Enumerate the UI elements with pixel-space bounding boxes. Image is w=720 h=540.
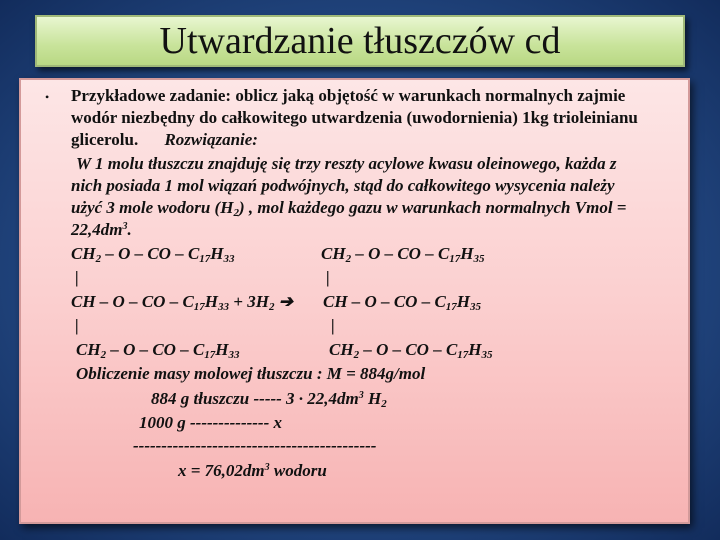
formula-sub: 35 — [473, 253, 485, 265]
explanation-line-3b: ) , mol każdego gazu w warunkach normalnych Vmol = — [238, 198, 627, 217]
formula-part: H — [456, 292, 471, 311]
title-box — [35, 15, 685, 67]
formula-sub: 2 — [268, 301, 275, 313]
molar-mass-line: Obliczenie masy molowej tłuszczu : M = 884g/mol — [76, 364, 426, 383]
formula-sub: 2 — [95, 253, 102, 265]
formula-part: – O – CO – C — [359, 340, 458, 359]
formula-part: H — [204, 292, 219, 311]
formula-part: – O – CO – C — [351, 244, 450, 263]
proportion-row-2: 1000 g -------------- x — [139, 413, 283, 432]
result-text: wodoru — [269, 461, 327, 480]
reactant-bond-2: | — [75, 316, 79, 335]
formula-part: CH — [329, 340, 354, 359]
explanation-line-2: nich posiada 1 mol wiązań podwójnych, stąd do całkowitego wysycenia należy — [71, 176, 615, 195]
product-bond-2: | — [331, 316, 335, 335]
volume-value: 22,4dm — [71, 220, 123, 239]
reactant-ch2-top — [71, 243, 235, 265]
separator-line: ------------------------------------------- — [133, 436, 377, 455]
formula-part: H — [210, 244, 224, 263]
result-text: x = 76,02dm — [178, 461, 265, 480]
formula-sub: 2 — [100, 349, 107, 361]
explanation-line-1: W 1 molu tłuszczu znajduję się trzy reszty acylowe kwasu oleinowego, każda z — [76, 154, 617, 173]
explanation-line-3 — [71, 197, 626, 219]
content-box — [19, 78, 690, 524]
formula-part: CH – O – CO – C — [323, 292, 446, 311]
result-line — [178, 460, 327, 482]
formula-sub: 2 — [345, 253, 352, 265]
formula-part: CH — [71, 244, 96, 263]
result-exponent: 3 — [264, 462, 270, 473]
proportion-row-1 — [151, 388, 387, 410]
reaction-arrow-icon: ➔ — [274, 292, 293, 311]
explanation-line-4 — [71, 219, 132, 241]
volume-period: . — [127, 220, 132, 239]
formula-sub: 17 — [449, 253, 461, 265]
formula-part: H — [215, 340, 229, 359]
task-line-3 — [71, 129, 258, 151]
formula-sub: 17 — [445, 301, 457, 313]
formula-part: H — [468, 340, 482, 359]
product-bond-1: | — [326, 268, 330, 287]
formula-sub: 17 — [204, 349, 216, 361]
reactant-bond-1: | — [75, 268, 79, 287]
proportion-sub: 2 — [381, 398, 387, 410]
formula-sub: 33 — [223, 253, 235, 265]
reactant-ch-middle — [71, 291, 293, 313]
volume-exponent: 3 — [122, 221, 128, 232]
proportion-exponent: 3 — [358, 390, 364, 401]
formula-part: H — [460, 244, 474, 263]
formula-sub: 2 — [353, 349, 360, 361]
bullet-marker: • — [45, 90, 50, 104]
task-line-3-text: glicerolu. — [71, 130, 139, 149]
task-line-2: wodór niezbędny do całkowitego utwardzenia (uwodornienia) 1kg trioleinianu — [71, 108, 638, 127]
task-line-1: Przykładowe zadanie: oblicz jaką objętość w warunkach normalnych zajmie — [71, 86, 626, 105]
formula-part: CH — [321, 244, 346, 263]
proportion-text: 884 g tłuszczu ----- 3 · 22,4dm — [151, 389, 359, 408]
explanation-line-3a: użyć 3 mole wodoru (H — [71, 198, 234, 217]
formula-part: + 3H — [229, 292, 269, 311]
reactant-ch2-bottom — [76, 339, 240, 361]
product-ch2-bottom — [329, 339, 493, 361]
formula-sub: 33 — [228, 349, 240, 361]
solution-label: Rozwiązanie: — [164, 130, 258, 149]
product-ch-middle — [323, 291, 481, 313]
formula-part: CH – O – CO – C — [71, 292, 194, 311]
formula-sub: 35 — [481, 349, 493, 361]
product-ch2-top — [321, 243, 485, 265]
formula-sub: 17 — [457, 349, 469, 361]
formula-part: CH — [76, 340, 101, 359]
slide-title: Utwardzanie tłuszczów cd — [159, 20, 561, 62]
formula-sub: 35 — [470, 301, 482, 313]
formula-sub: 33 — [218, 301, 230, 313]
formula-sub: 17 — [193, 301, 205, 313]
formula-sub: 17 — [199, 253, 211, 265]
h2-subscript: 2 — [233, 207, 239, 219]
formula-part: – O – CO – C — [101, 244, 200, 263]
proportion-text: H — [363, 389, 382, 408]
formula-part: – O – CO – C — [106, 340, 205, 359]
